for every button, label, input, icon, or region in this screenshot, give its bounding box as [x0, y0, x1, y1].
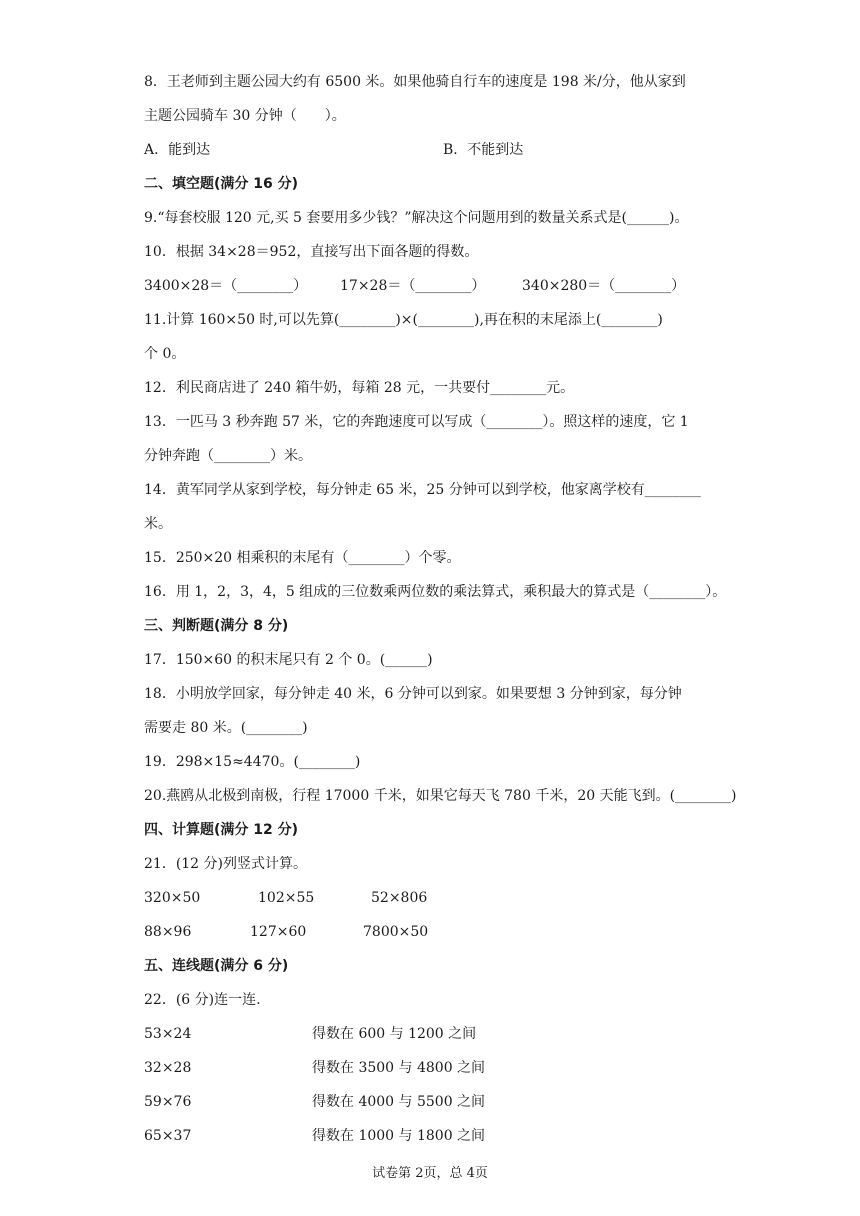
q8-option-a: A．能到达 — [144, 142, 211, 158]
q22-left-item: 53×24 — [144, 1026, 192, 1042]
q8-line1: 8．王老师到主题公园大约有 6500 米。如果他骑自行车的速度是 198 米/分，他从家到 — [144, 74, 686, 90]
q21-expr: 88×96 — [144, 924, 192, 940]
q12: 12．利民商店进了 240 箱牛奶，每箱 28 元，一共要付________元。 — [144, 380, 575, 396]
q10-item-b: 17×28＝（________） — [340, 278, 486, 294]
section-matching-heading: 五、连线题(满分 6 分) — [144, 958, 289, 974]
q9: 9.“每套校服 120 元,买 5 套要用多少钱？”解决这个问题用到的数量关系式是(______)。 — [144, 210, 689, 226]
q16: 16．用 1，2，3，4，5 组成的三位数乘两位数的乘法算式，乘积最大的算式是（________）。 — [144, 584, 727, 600]
q10-stem: 10．根据 34×28＝952，直接写出下面各题的得数。 — [144, 244, 479, 260]
q21-expr: 52×806 — [371, 890, 428, 906]
q15: 15．250×20 相乘积的末尾有（________）个零。 — [144, 550, 461, 566]
q11-line2: 个 0。 — [144, 346, 186, 362]
q11-line1: 11.计算 160×50 时,可以先算(________)×(________),再在积的末尾添上(________) — [144, 312, 663, 328]
q18-line2: 需要走 80 米。(________) — [144, 720, 308, 736]
q18-line1: 18．小明放学回家，每分钟走 40 米，6 分钟可以到家。如果要想 3 分钟到家，每分钟 — [144, 686, 682, 702]
q19: 19．298×15≈4470。(________) — [144, 754, 361, 770]
q21-expr: 320×50 — [144, 890, 201, 906]
q13-line2: 分钟奔跑（________）米。 — [144, 448, 312, 464]
q22-right-item: 得数在 1000 与 1800 之间 — [312, 1128, 486, 1144]
q22-left-item: 59×76 — [144, 1094, 192, 1110]
q10-item-c: 340×280＝（________） — [522, 278, 686, 294]
q21-stem: 21．(12 分)列竖式计算。 — [144, 856, 308, 872]
q22-left-item: 32×28 — [144, 1060, 192, 1076]
section-calculation-heading: 四、计算题(满分 12 分) — [144, 822, 299, 838]
q22-stem: 22．(6 分)连一连. — [144, 992, 261, 1008]
section-fill-in-heading: 二、填空题(满分 16 分) — [144, 176, 299, 192]
page-footer: 试卷第 2页，总 4页 — [372, 1166, 488, 1181]
q22-left-item: 65×37 — [144, 1128, 192, 1144]
q20: 20.燕鸥从北极到南极，行程 17000 千米，如果它每天飞 780 千米，20 天能飞到。(________) — [144, 788, 737, 804]
section-judgement-heading: 三、判断题(满分 8 分) — [144, 618, 289, 634]
q13-line1: 13．一匹马 3 秒奔跑 57 米，它的奔跑速度可以写成（________）。照这样的速度，它 1 — [144, 414, 689, 430]
q8-option-b: B．不能到达 — [443, 142, 524, 158]
q22-right-item: 得数在 4000 与 5500 之间 — [312, 1094, 486, 1110]
q21-expr: 102×55 — [258, 890, 315, 906]
q21-expr: 7800×50 — [363, 924, 429, 940]
q17: 17．150×60 的积末尾只有 2 个 0。(______) — [144, 652, 433, 668]
q14-line1: 14．黄军同学从家到学校，每分钟走 65 米，25 分钟可以到学校，他家离学校有________ — [144, 482, 701, 498]
q22-right-item: 得数在 600 与 1200 之间 — [312, 1026, 477, 1042]
q22-right-item: 得数在 3500 与 4800 之间 — [312, 1060, 486, 1076]
q21-expr: 127×60 — [250, 924, 307, 940]
q8-line2: 主题公园骑车 30 分钟（ ）。 — [144, 108, 346, 124]
q10-item-a: 3400×28＝（________） — [144, 278, 308, 294]
q14-line2: 米。 — [144, 516, 172, 532]
